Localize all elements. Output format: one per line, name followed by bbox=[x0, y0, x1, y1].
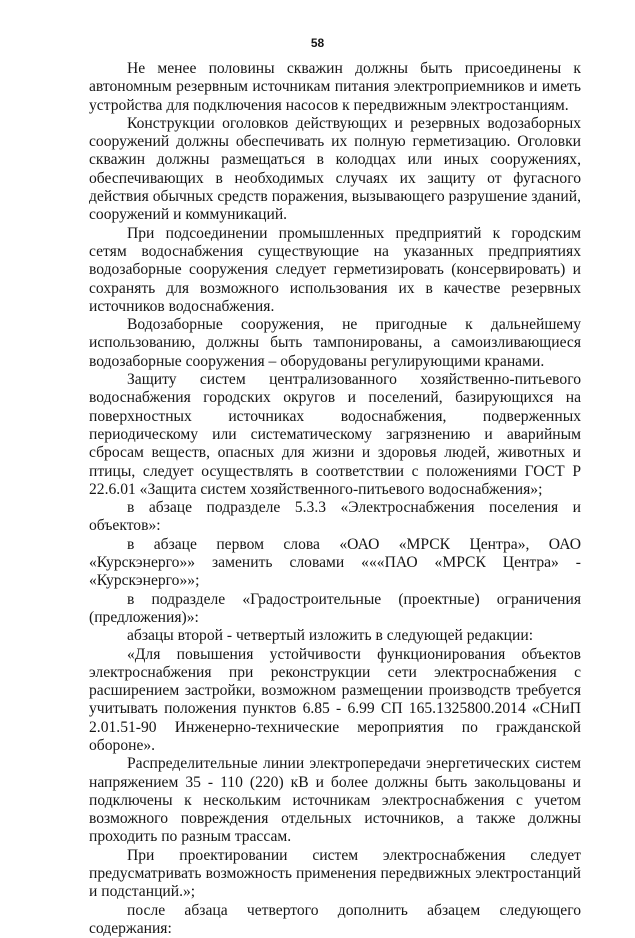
paragraph-1: Не менее половины скважин должны быть присоединены к автономным резервным источникам питания электроприемников и иметь устройства для подключения насосов к передвижным электростанциям. bbox=[89, 60, 581, 114]
page-number: 58 bbox=[310, 36, 325, 50]
document-body bbox=[89, 60, 581, 938]
paragraph-5: Защиту систем централизованного хозяйственно-питьевого водоснабжения городских округов и поселений, базирующихся на поверхностных источниках водоснабжения, подверженных периодическому или систематическому загрязнению и аварийным сбросам веществ, опасных для жизни и здоровья людей, животных и птицы, следует осуществлять в соответствии с положениями ГОСТ Р 22.6.01 «Защита систем хозяйственного-питьевого водоснабжения»; bbox=[89, 371, 581, 498]
paragraph-4: Водозаборные сооружения, не пригодные к дальнейшему использованию, должны быть тампонированы, а самоизливающиеся водозаборные сооружения – оборудованы регулирующими кранами. bbox=[89, 316, 581, 370]
paragraph-6: в абзаце подразделе 5.3.3 «Электроснабжения поселения и объектов»: bbox=[89, 499, 581, 535]
paragraph-2: Конструкции оголовков действующих и резервных водозаборных сооружений должны обеспечивать их полную герметизацию. Оголовки скважин должны размещаться в колодцах или иных сооружениях, обеспечивающих в необходимых случаях их защиту от фугасного действия обычных средств поражения, вызывающего разрушение зданий, сооружений и коммуникаций. bbox=[89, 114, 581, 224]
paragraph-13: после абзаца четвертого дополнить абзацем следующего содержания: bbox=[89, 901, 581, 937]
paragraph-12: При проектировании систем электроснабжения следует предусматривать возможность применения передвижных электростанций и подстанций.»; bbox=[89, 846, 581, 901]
paragraph-9: абзацы второй - четвертый изложить в следующей редакции: bbox=[127, 627, 534, 645]
paragraph-7: в абзаце первом слова «ОАО «МРСК Центра», ОАО «Курскэнерго»» заменить словами «««ПАО «МРСК Центра» - «Курскэнерго»»; bbox=[89, 535, 581, 590]
paragraph-8: в подразделе «Градостроительные (проектные) ограничения (предложения)»: bbox=[89, 590, 581, 626]
paragraph-10: «Для повышения устойчивости функционирования объектов электроснабжения при реконструкции сети электроснабжения с расширением застройки, возможном размещении производств требуется учитывать положения пунктов 6.85 - 6.99 СП 165.1325800.2014 «СНиП 2.01.51-90 Инженерно-технические мероприятия по гражданской обороне». bbox=[89, 645, 581, 754]
paragraph-11: Распределительные линии электропередачи энергетических систем напряжением 35 - 110 (220) кВ и более должны быть закольцованы и подключены к нескольким источникам электроснабжения с учетом возможного повреждения отдельных источников, а также должны проходить по разным трассам. bbox=[89, 755, 581, 846]
paragraph-3: При подсоединении промышленных предприятий к городским сетям водоснабжения существующие на указанных предприятиях водозаборные сооружения следует герметизировать (консервировать) и сохранять для возможного использования их в качестве резервных источников водоснабжения. bbox=[89, 224, 581, 315]
